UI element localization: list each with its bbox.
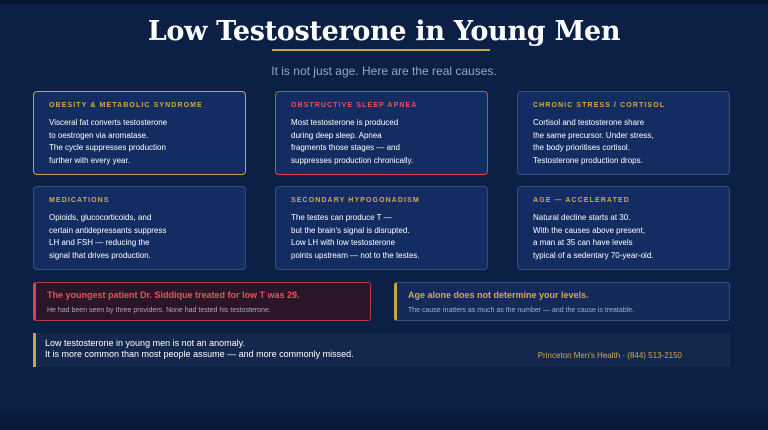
callout-title: The youngest patient Dr. Siddique treated for low T was 29. [47,290,300,300]
summary-line-1: Low testosterone in young men is not an anomaly. [45,338,245,348]
card-line: to oestrogen via aromatase. [49,130,149,140]
card-line: during deep sleep. Apnea [291,130,382,140]
card-line: but the brain's signal is disrupted. [291,225,410,235]
contact-info: Princeton Men's Health · (844) 513-2150 [537,351,682,360]
card-heading: MEDICATIONS [49,197,110,204]
card-heading: SECONDARY HYPOGONADISM [291,197,420,204]
card-line: With the causes above present, [533,225,646,235]
page-title: Low Testosterone in Young Men [147,16,621,47]
card-body [533,117,715,167]
card-body [49,212,231,262]
card-heading: AGE — ACCELERATED [533,197,630,204]
card-body [291,212,473,262]
card-heading: OBESITY & METABOLIC SYNDROME [49,102,203,109]
age-callout [394,282,730,321]
card-body [49,117,231,167]
card-body [291,117,473,167]
card-line: the body prioritises cortisol. [533,143,630,152]
card-line: Natural decline starts at 30. [533,213,631,222]
cause-card-medications [33,186,246,270]
cause-card-sleep-apnea [275,91,488,175]
card-line: Opioids, glucocorticoids, and [49,213,152,222]
summary-line-2: It is more common than most people assume — and more commonly missed. [45,349,354,359]
callout-body: He had been seen by three providers. None had tested his testosterone. [47,307,271,314]
card-line: signal that drives production. [49,250,151,260]
cause-card-age [517,186,730,270]
page-subtitle: It is not just age. Here are the real causes. [271,64,497,78]
cause-card-obesity [33,91,246,175]
card-line: Testosterone production drops. [533,155,643,165]
card-heading: OBSTRUCTIVE SLEEP APNEA [291,102,418,109]
callout-body: The cause matters as much as the number — and the cause is treatable. [408,307,635,314]
card-line: typical of a sedentary 70-year-old. [533,250,654,260]
card-line: certain antidepressants suppress [49,225,167,235]
cause-card-stress [517,91,730,175]
card-body [533,212,715,262]
cause-card-hypogonadism [275,186,488,270]
card-line: Most testosterone is produced [291,118,399,127]
summary-banner [33,333,730,367]
card-line: The testes can produce T — [291,213,392,222]
callout-title: Age alone does not determine your levels. [408,290,589,300]
title-underline [272,49,490,51]
card-line: suppresses production chronically. [291,155,414,165]
card-line: Low LH with low testosterone [291,238,396,247]
card-line: further with every year. [49,155,130,165]
card-heading: CHRONIC STRESS / CORTISOL [533,102,666,109]
card-line: points upstream — not to the testes. [291,250,420,260]
card-line: fragments those stages — and [291,143,400,152]
top-frame-strip [0,0,768,4]
card-line: the same precursor. Under stress, [533,130,654,140]
patient-callout [33,282,371,321]
card-line: The cycle suppresses production [49,143,166,152]
card-line: Cortisol and testosterone share [533,118,645,127]
card-line: Visceral fat converts testosterone [49,118,168,127]
bottom-frame-strip [0,412,768,430]
card-line: a man at 35 can have levels [533,238,633,247]
card-line: LH and FSH — reducing the [49,238,150,247]
